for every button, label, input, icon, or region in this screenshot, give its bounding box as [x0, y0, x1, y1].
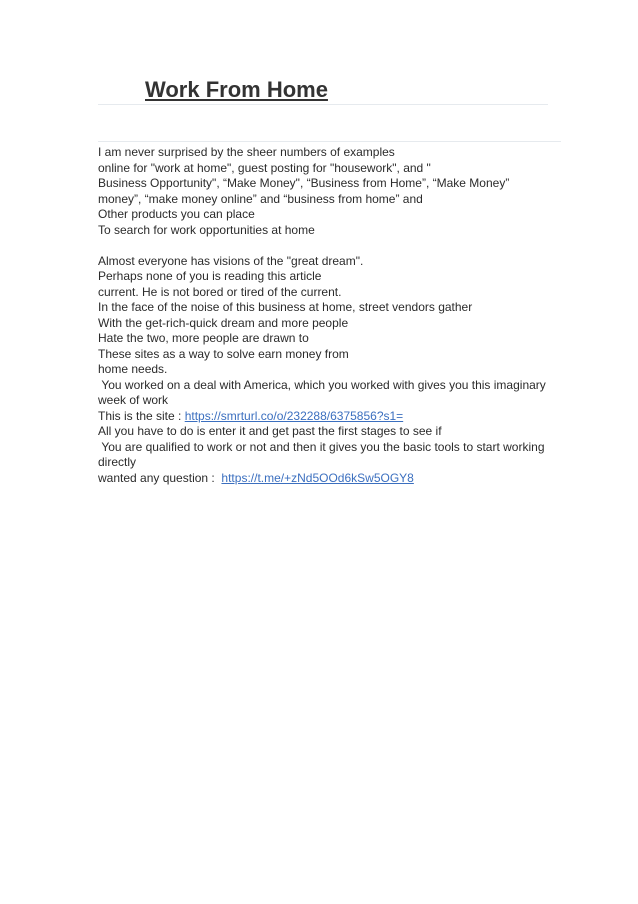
site-label: This is the site :	[98, 408, 185, 423]
text-line: money”, “make money online” and “business from home” and	[98, 191, 423, 206]
text-line: All you have to do is enter it and get past the first stages to see if	[98, 424, 442, 438]
section-divider	[98, 141, 561, 142]
text-line: Perhaps none of you is reading this article	[98, 269, 322, 283]
text-line: Hate the two, more people are drawn to	[98, 331, 309, 345]
paragraph-gap	[98, 238, 553, 254]
text-line: current. He is not bored or tired of the current.	[98, 284, 342, 299]
telegram-link[interactable]: https://t.me/+zNd5OOd6kSw5OGY8	[221, 470, 414, 485]
text-line: These sites as a way to solve earn money from	[98, 346, 349, 361]
text-line: You are qualified to work or not and then it gives you the basic tools to start working directly	[98, 439, 548, 469]
site-link[interactable]: https://smrturl.co/o/232288/6375856?s1=	[184, 408, 404, 423]
article-body	[98, 145, 553, 486]
text-line: I am never surprised by the sheer numbers of examples	[98, 145, 395, 159]
title-divider	[98, 104, 548, 105]
site-line	[98, 409, 553, 425]
text-line: online for "work at home", guest posting for "housework", and "	[98, 160, 431, 175]
text-line: Business Opportunity", “Make Money", “Business from Home”, “Make Money”	[98, 176, 510, 190]
text-line: You worked on a deal with America, which you worked with gives you this imaginary week of work	[98, 377, 550, 407]
question-line	[98, 471, 553, 487]
paragraph-intro	[98, 145, 553, 238]
text-line: With the get-rich-quick dream and more people	[98, 315, 349, 330]
text-line: In the face of the noise of this business at home, street vendors gather	[98, 300, 473, 314]
paragraph-dream	[98, 254, 553, 487]
text-line: Almost everyone has visions of the "great dream".	[98, 253, 364, 268]
text-line: Other products you can place	[98, 207, 255, 221]
page-title: Work From Home	[145, 77, 328, 102]
question-label: wanted any question :	[98, 470, 222, 485]
text-line: home needs.	[98, 362, 168, 376]
text-line: To search for work opportunities at home	[98, 222, 315, 237]
